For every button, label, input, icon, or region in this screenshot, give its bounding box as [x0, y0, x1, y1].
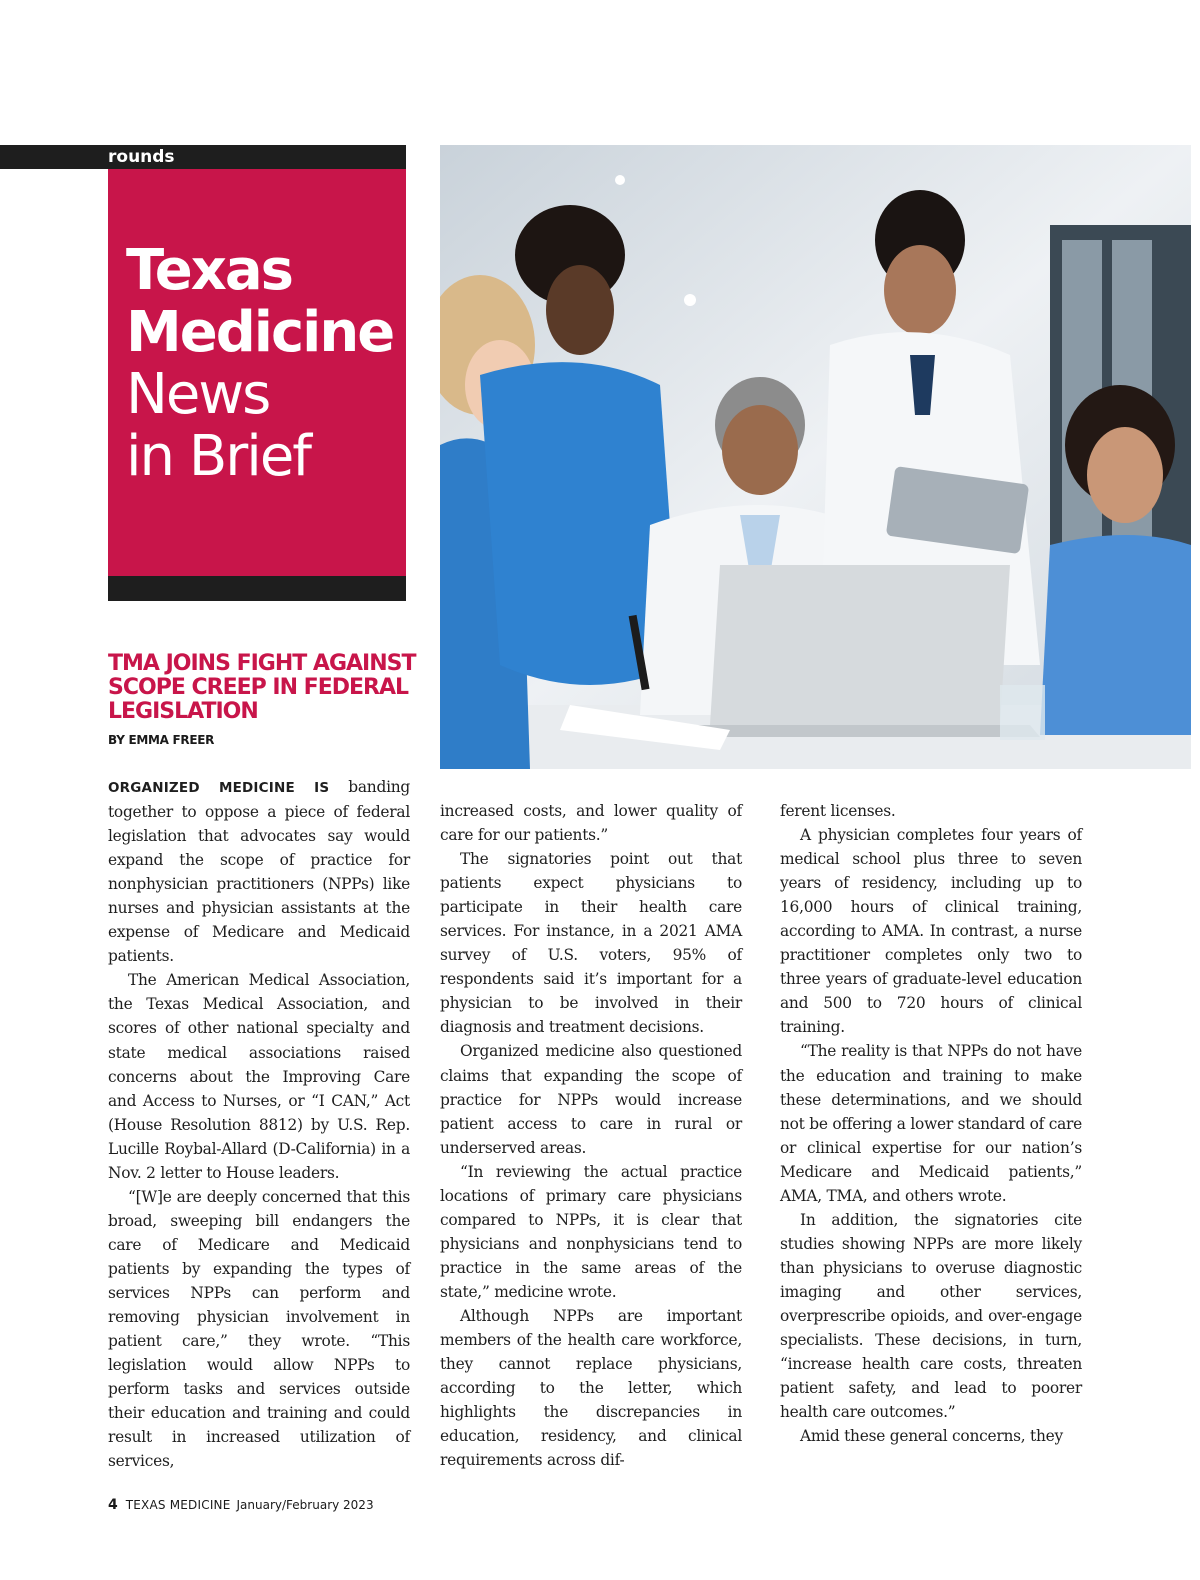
paragraph: Although NPPs are important members of the health care workforce, they cannot replace physicians, according to the letter, which highlights the discrepancies in education, residency, and clinical requirements across dif- — [440, 1306, 742, 1470]
paragraph: A physician completes four years of medical school plus three to seven years of residency, including up to 16,000 hours of clinical training, according to AMA. In contrast, a nurse practitioner completes only two to three years of graduate-level education and 500 to 720 hours of clinical training. — [780, 826, 1082, 1037]
page-number: 4 — [108, 1497, 118, 1513]
text-column-1 — [108, 775, 410, 1473]
paragraph: In addition, the signatories cite studies showing NPPs are more likely than physicians to overuse diagnostic imaging and other services, overprescribe opioids, and over-engage specialists. These decisions, in turn, “increase health care costs, threaten patient safety, and lead to poorer health care outcomes.” — [780, 1210, 1082, 1422]
paragraph: “[W]e are deeply concerned that this broad, sweeping bill endangers the care of Medicare and Medicaid patients by expanding the types of services NPPs can perform and removing physician involvement in patient care,” they wrote. “This legislation would allow NPPs to perform tasks and services outside their education and training and could result in increased utilization of services, — [108, 1187, 410, 1471]
lead-in: ORGANIZED MEDICINE IS — [108, 780, 330, 796]
paragraph — [108, 775, 410, 968]
issue-date: January/February 2023 — [236, 1498, 374, 1512]
magazine-name: TEXAS MEDICINE — [125, 1498, 231, 1512]
paragraph: Organized medicine also questioned claims that expanding the scope of practice for NPPs would increase patient access to care in rural or underserved areas. — [440, 1042, 742, 1157]
title-line-4: in Brief — [126, 424, 311, 489]
article-photo — [440, 145, 1191, 769]
title-line-1: Texas — [126, 238, 292, 303]
title-line-2: Medicine — [126, 300, 394, 365]
paragraph: “The reality is that NPPs do not have the education and training to make these determinations, and we should not be offering a lower standard of care or clinical expertise for our nation’s Medicare and Medicaid patients,” AMA, TMA, and others wrote. — [780, 1042, 1083, 1205]
text-column-2 — [440, 799, 742, 1472]
page-title — [126, 240, 393, 488]
text-column-3 — [780, 799, 1082, 1448]
paragraph: increased costs, and lower quality of care for our patients.” — [440, 802, 742, 845]
paragraph-text: banding together to oppose a piece of federal legislation that advocates say would expand the scope of practice for nonphysician practitioners (NPPs) like nurses and physician assistants at the expense of Medicare and Medicaid patients. — [108, 778, 411, 966]
paragraph: Amid these general concerns, they — [800, 1427, 1063, 1446]
section-label: rounds — [108, 147, 175, 167]
byline: BY EMMA FREER — [108, 733, 215, 747]
title-line-3: News — [126, 362, 270, 427]
section-bar — [0, 145, 406, 169]
paragraph: “In reviewing the actual practice locations of primary care physicians compared to NPPs, it is clear that physicians and nonphysicians tend to practice in the same areas of the state,” medicine wrote. — [440, 1162, 742, 1301]
title-strip — [108, 576, 406, 601]
article-headline: TMA JOINS FIGHT AGAINST SCOPE CREEP IN FEDERAL LEGISLATION — [108, 651, 416, 724]
medical-team-photo-icon — [440, 145, 1191, 769]
page-footer — [108, 1497, 374, 1513]
paragraph: The American Medical Association, the Texas Medical Association, and scores of other national specialty and state medical associations raised concerns about the Improving Care and Access to Nurses, or “I CAN,” Act (House Resolution 8812) by U.S. Rep. Lucille Roybal-Allard (D-California) in a Nov. 2 letter to House leaders. — [108, 971, 410, 1182]
paragraph: ferent licenses. — [780, 802, 896, 820]
paragraph: The signatories point out that patients expect physicians to participate in their health care services. For instance, in a 2021 AMA survey of U.S. voters, 95% of respondents said it’s important for a physician to be involved in their diagnosis and treatment decisions. — [440, 850, 742, 1037]
